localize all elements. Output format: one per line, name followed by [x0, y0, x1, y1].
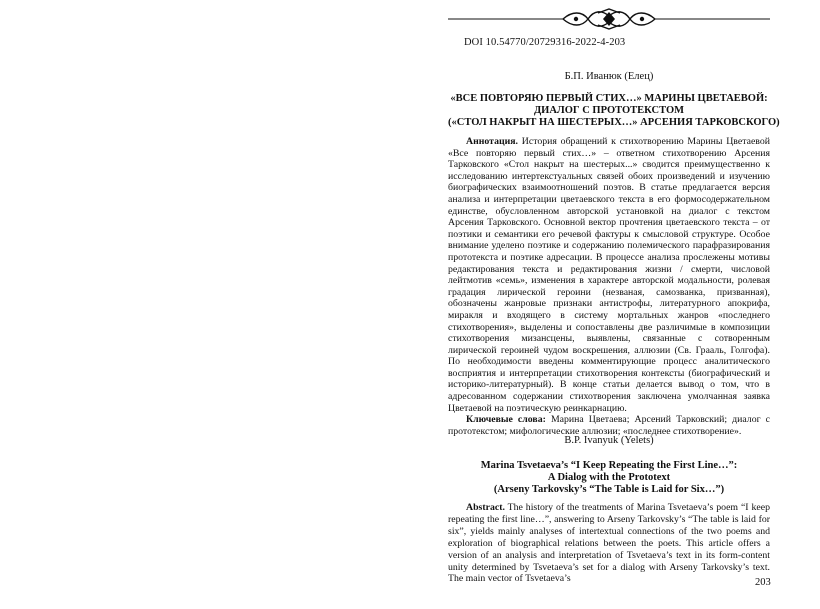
page-number: 203	[755, 577, 771, 588]
abstract-paragraph	[448, 136, 770, 414]
abstract-ru	[448, 136, 770, 437]
article-title-ru	[448, 93, 780, 129]
title-line: A Dialog with the Prototext	[547, 472, 671, 483]
keywords-paragraph	[448, 414, 770, 437]
keywords-label: Ключевые слова:	[466, 414, 546, 426]
author-name-en: B.P. Ivanyuk (Yelets)	[564, 435, 654, 446]
abstract-label: Abstract.	[466, 502, 505, 513]
title-line: ДИАЛОГ С ПРОТОТЕКСТОМ	[533, 105, 685, 116]
abstract-paragraph	[448, 502, 770, 585]
title-line: Marina Tsvetaeva’s “I Keep Repeating the First Line…”:	[480, 460, 738, 471]
title-line: «ВСЕ ПОВТОРЯЮ ПЕРВЫЙ СТИХ…» МАРИНЫ ЦВЕТАЕВОЙ:	[450, 93, 768, 104]
header-ornament	[448, 8, 770, 30]
title-line: (Arseny Tarkovsky’s “The Table is Laid for Six…”)	[493, 484, 725, 495]
author-name-ru: Б.П. Иванюк (Елец)	[564, 71, 654, 82]
abstract-text: История обращений к стихотворению Марины Цветаевой «Все повторяю первый стих…» – ответном стихотворению Арсения Тарковского «Стол накрыт на шестерых...» сводится преимущественно к исследованию интертекстуальных связей обоих произведений и изучению биографических взаимоотношений поэтов. В статье предлагается версия анализа и интерпретации цветаевского текста в его формосодержательном единстве, обусловленном авторской установкой на диалог с текстом Арсения Тарковского. Основной вектор прочтения цветаевского текста – от поэтики и семантики его речевой фактуры к смысловой структуре. Особое внимание уделено поэтике и содержанию полемического парафразирования прототекста и поэтике адресации. В процессе анализа прослежены мотивы редактирования текста и редактирования жизни / смерти, числовой лейтмотив «семь», изменения в характере авторской модальности, ролевая градация лирической героини (незваная, самозванка, призванная), обозначены жанровые признаки антистрофы, литературного апокрифа, миракля и входящего в систему мортальных жанров «последнего стихотворения», выделены и сопоставлены две различимые в композиции стихотворения мизансцены, выявлены, связанные с сотворенным лирической героиней чудом воскрешения, аллюзии (Св. Грааль, Голгофа). По необходимости введены комментирующие процесс аналитического восприятия и интерпретации стихотворения контексты (биографический и историко-литературный). В конце статьи делается вывод о том, что в адресованном содержании стихотворения заключена умолчанная заявка Цветаевой на поэтическую реинкарнацию.	[448, 136, 770, 414]
doi: DOI 10.54770/20729316-2022-4-203	[464, 37, 626, 48]
abstract-en	[448, 502, 770, 585]
article-title-en	[448, 460, 770, 496]
abstract-label: Аннотация.	[466, 136, 519, 147]
abstract-text: The history of the treatments of Marina Tsvetaeva’s poem “I keep repeating the first line…”, answering to Arseny Tarkovsky’s “The table is laid for six”, yields mainly analyses of intertextual connections of the two poems and exploration of biographical relations between the poets. This article offers a version of an analysis and interpretation of Tsvetaeva’s text in its form-content unity determined by Tsvetaeva’s set for a dialog with Arseny Tarkovsky’s text. The main vector of Tsvetaeva’s	[448, 502, 770, 585]
title-line: («СТОЛ НАКРЫТ НА ШЕСТЕРЫХ…» АРСЕНИЯ ТАРКОВСКОГО)	[448, 117, 780, 128]
keywords-text: Марина Цветаева; Арсений Тарковский; диалог с прототекстом; мифологические аллюзии; «последнее стихотворение».	[448, 414, 771, 437]
